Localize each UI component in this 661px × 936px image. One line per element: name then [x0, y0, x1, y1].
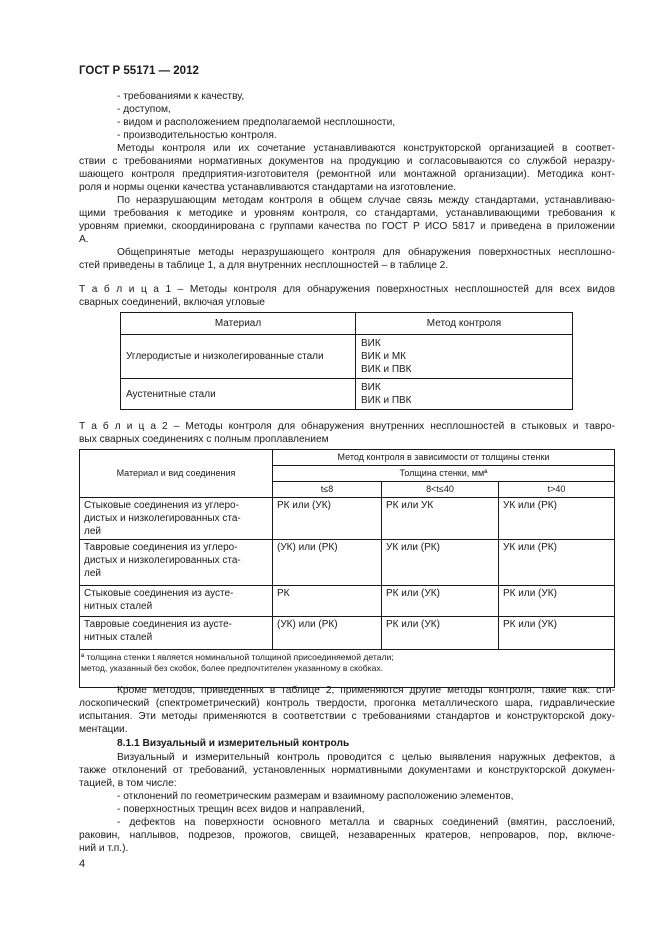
cell-line: Стыковые соединения из углеро- [84, 500, 239, 511]
table-cell: РК или (УК) [382, 617, 499, 650]
table-cell: Углеродистые и низколегированные стали [121, 335, 356, 379]
table-header-cell: Толщина стенки, ммª [273, 466, 615, 482]
table-header-cell: Метод контроля в зависимости от толщины стенки [273, 450, 615, 466]
cell-line: дистых и низколегированных ста- [84, 555, 241, 566]
table1-caption: Т а б л и ц а 1 – Методы контроля для обнаружения поверхностных несплошностей для всех видов [79, 284, 615, 295]
table-cell: (УК) или (РК) [273, 617, 382, 650]
table-cell: УК или (РК) [382, 540, 499, 586]
cell-line: дистых и низколегированных ста- [84, 513, 241, 524]
paragraph-line: Кроме методов, приведенных в таблице 2, применяются другие методы контроля, такие как: сти- [117, 685, 615, 696]
table-row [80, 586, 615, 617]
section-heading: 8.1.1 Визуальный и измерительный контроль [117, 738, 350, 749]
bullet-item: - дефектов на поверхности основного металла и сварных соединений (вмятин, расслоений, [117, 817, 615, 828]
bullet-item: - отклонений по геометрическим размерам и взаимному расположению элементов, [117, 791, 514, 802]
cell-line: лей [84, 526, 101, 537]
footnote-line: метод, указанный без скобок, более предпочтителен указанному в скобках. [81, 663, 384, 673]
table-cell: РК или (УК) [499, 586, 615, 617]
method-line: ВИК и ПВК [361, 364, 412, 375]
paragraph-line: ствии с требованиями нормативных документов на продукцию и согласовываются со службой неразру- [79, 156, 615, 167]
table-header-cell: 8<t≤40 [382, 482, 499, 498]
paragraph-line: ментации. [79, 724, 128, 735]
paragraph-line: ний и т.п.). [79, 843, 129, 854]
paragraph-line: лоскопический (спектрометрический) контроль твердости, прогонка металлического шара, гидравлические [79, 698, 615, 709]
table-cell [80, 540, 273, 586]
table-cell [80, 617, 273, 650]
cell-line: Тавровые соединения из углеро- [84, 542, 238, 553]
paragraph-line: стей приведены в таблице 1, а для внутренних несплошностей – в таблице 2. [79, 260, 449, 271]
table2-caption: Т а б л и ц а 2 – Методы контроля для обнаружения внутренних несплошностей в стыковых и тавро- [79, 421, 615, 432]
bullet-item: - требованиями к качеству, [117, 91, 245, 102]
table-2 [79, 449, 615, 688]
paragraph-line: щими требования к методике и уровням контроля, со стандартами, устанавливающими требования к [79, 208, 615, 219]
method-line: ВИК и ПВК [361, 395, 412, 406]
table-header-cell: t≤8 [273, 482, 382, 498]
cell-line: лей [84, 568, 101, 579]
table-cell: УК или (РК) [499, 498, 615, 540]
table-header-cell: Материал и вид соединения [80, 450, 273, 498]
paragraph-line: уровням приемки, скоординирована с группами качества по ГОСТ Р ИСО 5817 и приведена в приложении [79, 221, 615, 232]
table-header-cell: Материал [121, 313, 356, 335]
table-cell: РК или (УК) [499, 617, 615, 650]
table-header-cell: Метод контроля [356, 313, 573, 335]
footnote-line: ª толщина стенки t является номинальной толщиной присоединяемой детали; [81, 652, 394, 662]
table-row [80, 540, 615, 586]
paragraph-line: Визуальный и измерительный контроль проводится с целью выявления наружных дефектов, а [117, 752, 615, 763]
cell-line: Тавровые соединения из аусте- [84, 619, 232, 630]
method-line: ВИК и МК [361, 351, 406, 362]
cell-line: нитных сталей [84, 601, 153, 612]
bullet-item: - видом и расположением предполагаемой несплошности, [117, 117, 396, 128]
table-cell: РК или (УК) [382, 586, 499, 617]
paragraph-line: А. [79, 234, 89, 245]
table2-caption: вых сварных соединениях с полным проплавлением [79, 434, 329, 445]
table-header-cell: t>40 [499, 482, 615, 498]
table-row [80, 617, 615, 650]
paragraph-line: также отклонений от требований, установленных нормативными документами и конструкторской докумен- [79, 765, 615, 776]
paragraph-line: роля и нормы оценки качества устанавливаются стандартами на изготовление. [79, 182, 457, 193]
document-header: ГОСТ Р 55171 — 2012 [79, 65, 199, 77]
paragraph-line: Общепринятые методы неразрушающего контроля для обнаружения поверхностных несплошно- [117, 247, 615, 258]
paragraph-line: раковин, наплывов, подрезов, прожогов, свищей, незаваренных кратеров, непроваров, пор, включе- [79, 830, 615, 841]
table-cell [80, 498, 273, 540]
table-cell: УК или (РК) [499, 540, 615, 586]
cell-line: Стыковые соединения из аусте- [84, 588, 234, 599]
table-1 [120, 312, 573, 410]
bullet-item: - доступом, [117, 104, 171, 115]
bullet-item: - поверхностных трещин всех видов и направлений, [117, 804, 365, 815]
table-cell [356, 379, 573, 410]
table-cell: РК или (УК) [273, 498, 382, 540]
paragraph-line: шающего контроля предприятия-изготовителя (ремонтной или монтажной организации). Методика конт- [79, 169, 615, 180]
method-line: ВИК [361, 382, 381, 393]
page-number: 4 [79, 858, 86, 870]
paragraph-line: По неразрушающим методам контроля в общем случае связь между стандартами, устанавливаю- [117, 195, 615, 206]
table1-caption: сварных соединений, включая угловые [79, 297, 265, 308]
paragraph-line: испытания. Эти методы применяются в соответствии с требованиями стандартов и конструкторской доку- [79, 711, 615, 722]
table-footnote [80, 650, 615, 688]
paragraph-line: Методы контроля или их сочетание устанавливаются конструкторской организацией в соответ- [117, 143, 615, 154]
cell-line: нитных сталей [84, 632, 153, 643]
paragraph-line: тацией, в том числе: [79, 778, 177, 789]
bullet-item: - производительностью контроля. [117, 130, 277, 141]
table-row [80, 498, 615, 540]
table-cell: (УК) или (РК) [273, 540, 382, 586]
method-line: ВИК [361, 338, 381, 349]
table-cell [356, 335, 573, 379]
table-cell: Аустенитные стали [121, 379, 356, 410]
table-cell: РК [273, 586, 382, 617]
table-cell [80, 586, 273, 617]
table-cell: РК или УК [382, 498, 499, 540]
